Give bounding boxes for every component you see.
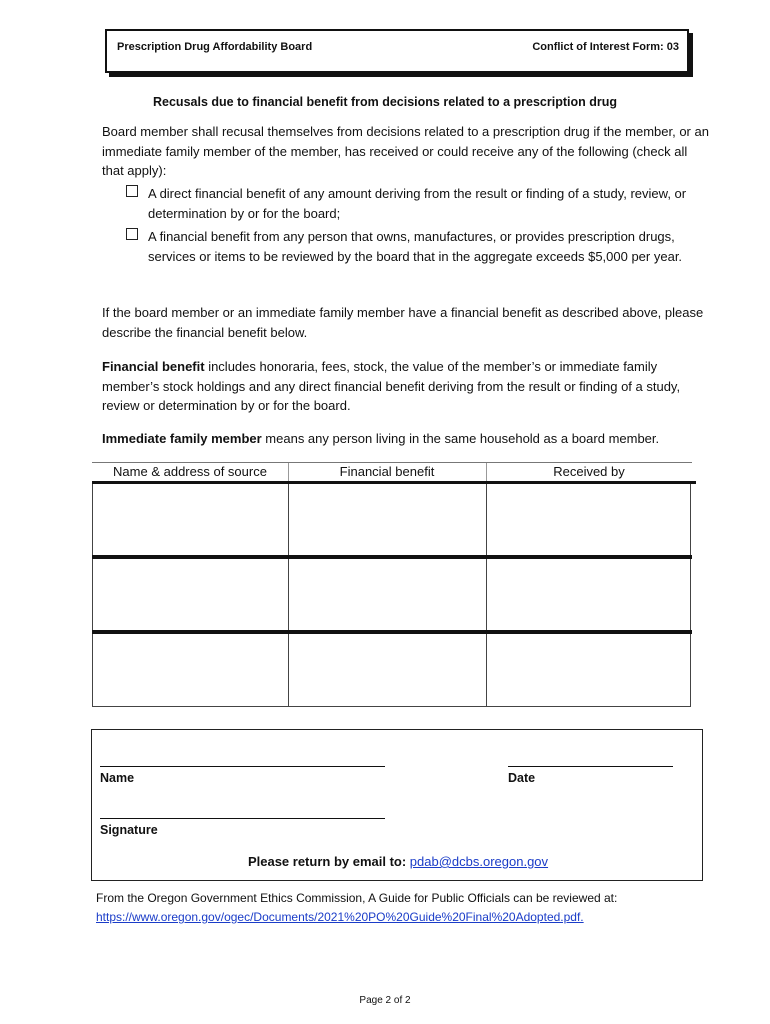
return-instructions <box>92 854 704 869</box>
table-border-bottom <box>92 706 691 707</box>
definition-text: includes honoraria, fees, stock, the value of the member’s or immediate family member’s stock holdings and any direct financial benefit deriving from the result or finding of a study, review or determination by or for the board. <box>102 359 681 413</box>
cell-received-1[interactable] <box>487 485 690 555</box>
cell-received-3[interactable] <box>487 634 690 706</box>
return-label: Please return by email to: <box>247 854 410 869</box>
checkbox-label: A financial benefit from any person that owns, manufactures, or provides prescription drugs, services or items to be reviewed by the board that in the aggregate exceeds $5,000 per year. <box>148 229 683 264</box>
definition-term: Immediate family member <box>102 431 262 446</box>
intro-paragraph: Board member shall recusal themselves from decisions related to a prescription drug if the member, or an immediate family member of the member, has received or could receive any of the following (check all that apply): <box>102 124 709 178</box>
cell-benefit-3[interactable] <box>289 634 486 706</box>
form-number: Conflict of Interest Form: 03 <box>532 41 679 53</box>
checkbox-label: A direct financial benefit of any amount deriving from the result or finding of a study, review, or determination by or for the board; <box>148 186 687 221</box>
instruction-paragraph: If the board member or an immediate family member have a financial benefit as described above, please describe the financial benefit below. <box>102 305 704 340</box>
checkbox-item-aggregate-benefit[interactable] <box>126 227 686 287</box>
definition-term: Financial benefit <box>102 359 205 374</box>
date-label: Date <box>508 771 536 785</box>
signature-line[interactable] <box>100 818 385 819</box>
definition-financial-benefit <box>102 357 712 416</box>
form-header <box>105 29 689 73</box>
column-header-source: Name & address of source <box>113 464 267 479</box>
reference-note <box>96 889 716 927</box>
date-line[interactable] <box>508 766 673 767</box>
cell-benefit-2[interactable] <box>289 559 486 630</box>
table-rule <box>92 481 696 484</box>
definition-text: means any person living in the same household as a board member. <box>261 431 660 446</box>
column-header-received-by: Received by <box>553 464 625 479</box>
definition-family-member <box>102 429 712 449</box>
cell-received-2[interactable] <box>487 559 690 630</box>
page-number: Page 2 of 2 <box>359 995 411 1006</box>
checkbox[interactable] <box>126 185 138 197</box>
cell-source-1[interactable] <box>93 485 288 555</box>
page-title: Recusals due to financial benefit from decisions related to a prescription drug <box>153 95 617 109</box>
cell-benefit-1[interactable] <box>289 485 486 555</box>
signature-label: Signature <box>100 823 158 837</box>
signature-section <box>91 729 703 881</box>
name-label: Name <box>100 771 135 785</box>
board-name: Prescription Drug Affordability Board <box>117 41 313 53</box>
reference-text: From the Oregon Government Ethics Commission, A Guide for Public Officials can be reviewed at: <box>96 891 618 905</box>
column-header-benefit: Financial benefit <box>339 464 435 479</box>
checkbox[interactable] <box>126 228 138 240</box>
email-link[interactable]: pdab@dcbs.oregon.gov <box>409 854 549 869</box>
cell-source-2[interactable] <box>93 559 288 630</box>
name-line[interactable] <box>100 766 385 767</box>
cell-source-3[interactable] <box>93 634 288 706</box>
table-border-right <box>690 484 691 706</box>
checkbox-item-direct-benefit[interactable] <box>126 184 686 224</box>
guide-link[interactable]: https://www.oregon.gov/ogec/Documents/2021%20PO%20Guide%20Final%20Adopted.pdf. <box>96 910 584 924</box>
